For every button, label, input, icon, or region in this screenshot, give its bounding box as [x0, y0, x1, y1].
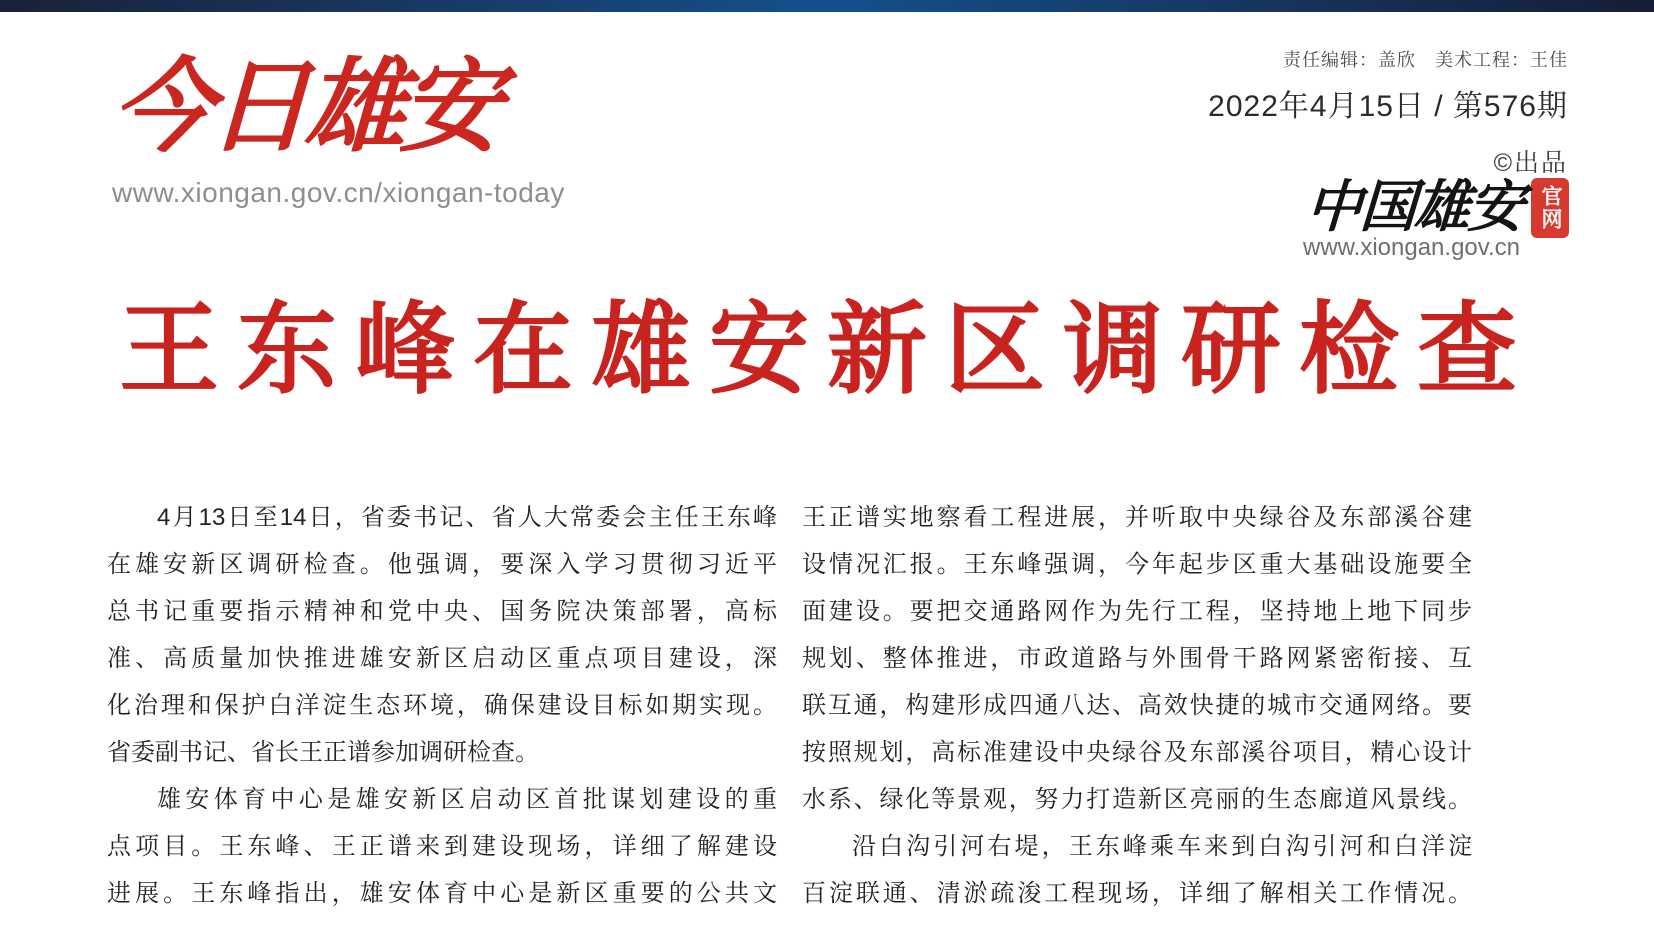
- article-line: 按照规划，高标准建设中央绿谷及东部溪谷项目，精心设计: [802, 739, 1472, 766]
- issue-info-block: [1208, 46, 1568, 262]
- article-line: 省委副书记、省长王正谱参加调研检查。: [107, 739, 539, 766]
- article-line: 规划、整体推进，市政道路与外围骨干路网紧密衔接、互: [802, 645, 1472, 672]
- article-line: 准、高质量加快推进雄安新区启动区重点项目建设，深: [107, 645, 777, 672]
- article-line: 面建设。要把交通路网作为先行工程，坚持地上地下同步: [802, 598, 1472, 625]
- article-line: 王正谱实地察看工程进展，并听取中央绿谷及东部溪谷建: [802, 504, 1472, 531]
- newspaper-logo: 今日雄安: [110, 52, 498, 165]
- newspaper-logo-block: [112, 50, 565, 209]
- article-column-right: [802, 494, 1472, 930]
- official-website-seal: 官网: [1532, 179, 1568, 237]
- produced-by-label: ©出品: [1493, 149, 1568, 177]
- article-line: 总书记重要指示精神和党中央、国务院决策部署，高标: [107, 598, 777, 625]
- brand-row: [1306, 179, 1568, 238]
- article-column-left: [107, 494, 777, 930]
- article-line: 4月13日至14日，省委书记、省人大常委会主任王东峰: [157, 504, 777, 531]
- article-line: 进展。王东峰指出，雄安体育中心是新区重要的公共文: [107, 880, 777, 907]
- article-line: 点项目。王东峰、王正谱来到建设现场，详细了解建设: [107, 833, 777, 860]
- article-line: 联互通，构建形成四通八达、高效快捷的城市交通网络。要: [802, 692, 1472, 719]
- article-line: 雄安体育中心是雄安新区启动区首批谋划建设的重: [157, 786, 777, 813]
- brand-logo: 中国雄安: [1304, 177, 1524, 239]
- article-line: 水系、绿化等景观，努力打造新区亮丽的生态廊道风景线。: [802, 786, 1472, 813]
- article-line: 沿白沟引河右堤，王东峰乘车来到白沟引河和白洋淀: [852, 833, 1472, 860]
- article-line: 化治理和保护白洋淀生态环境，确保建设目标如期实现。: [107, 692, 777, 719]
- top-gradient-bar: [0, 0, 1654, 12]
- masthead: [0, 12, 1654, 261]
- article-line: 设情况汇报。王东峰强调，今年起步区重大基础设施要全: [802, 551, 1472, 578]
- main-headline: 王东峰在雄安新区调研检查: [119, 295, 1535, 406]
- article-body: [107, 494, 1472, 930]
- issue-date-line: 2022年4月15日 / 第576期: [1208, 90, 1568, 123]
- newspaper-logo-url: www.xiongan.gov.cn/xiongan-today: [112, 177, 565, 209]
- article-line: 百淀联通、清淤疏浚工程现场，详细了解相关工作情况。: [802, 880, 1472, 907]
- article-line: 在雄安新区调研检查。他强调，要深入学习贯彻习近平: [107, 551, 777, 578]
- brand-url: www.xiongan.gov.cn: [1302, 233, 1520, 261]
- editor-credits: 责任编辑：盖欣 美术工程：王佳: [1283, 50, 1568, 70]
